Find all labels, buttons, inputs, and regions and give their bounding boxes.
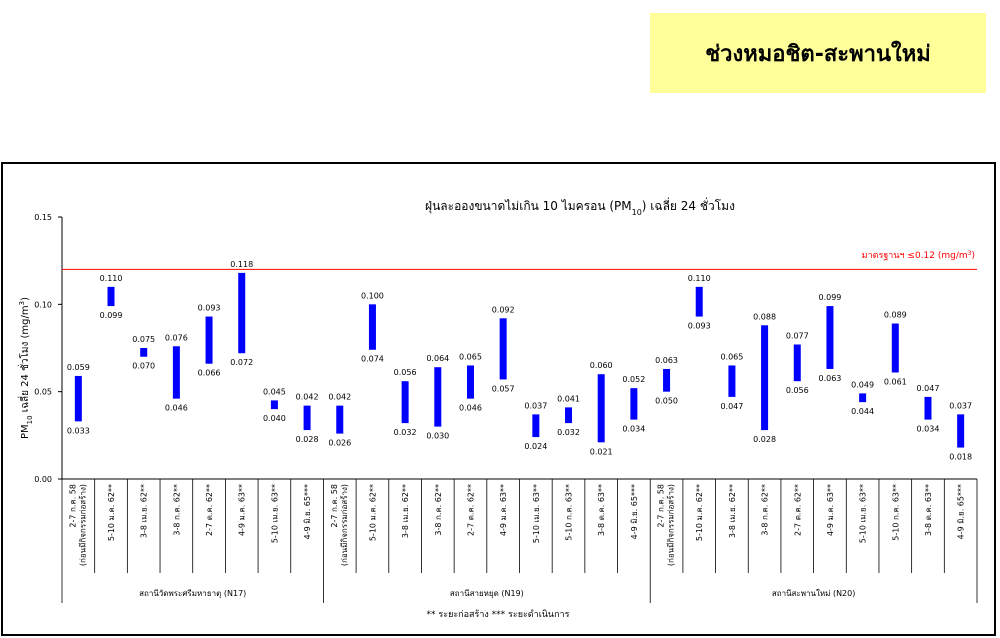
range-bar bbox=[75, 376, 82, 421]
min-value-label: 0.030 bbox=[426, 431, 450, 441]
chart-title bbox=[425, 197, 735, 217]
header-title: ช่วงหมอชิต-สะพานใหม่ bbox=[705, 41, 931, 67]
min-value-label: 0.040 bbox=[262, 414, 286, 424]
range-bar bbox=[630, 388, 637, 419]
max-value-label: 0.047 bbox=[916, 383, 940, 393]
category-label: 2-7 ก.ค. 58 bbox=[656, 484, 666, 528]
max-value-label: 0.076 bbox=[164, 333, 188, 343]
max-value-label: 0.110 bbox=[687, 273, 711, 283]
plot-area bbox=[34, 213, 977, 603]
max-value-label: 0.089 bbox=[883, 310, 907, 320]
range-bar bbox=[826, 306, 833, 369]
range-bar bbox=[206, 317, 213, 364]
max-value-label: 0.041 bbox=[557, 394, 580, 404]
category-label: 3-8 ก.ค. 62** bbox=[433, 484, 443, 536]
min-value-label: 0.046 bbox=[164, 403, 188, 413]
max-value-label: 0.037 bbox=[524, 401, 548, 411]
y-axis-label-close: ) bbox=[20, 297, 31, 301]
group-label: สถานีวัดพระศรีมหาธาตุ (N17) bbox=[139, 589, 247, 598]
y-axis-label-sup: 3 bbox=[18, 300, 26, 306]
range-bar bbox=[271, 400, 278, 409]
min-value-label: 0.074 bbox=[360, 354, 384, 364]
min-value-label: 0.028 bbox=[753, 435, 777, 445]
range-bar bbox=[924, 397, 931, 420]
chart-title-sub: 10 bbox=[631, 207, 642, 217]
category-sublabel: (ก่อนมีกิจกรรมก่อสร้าง) bbox=[78, 484, 88, 567]
range-bar bbox=[108, 287, 115, 306]
range-bar bbox=[369, 304, 376, 349]
range-bar bbox=[173, 346, 180, 398]
range-bar bbox=[238, 273, 245, 353]
max-value-label: 0.052 bbox=[622, 375, 646, 385]
category-label: 5-10 ม.ค. 62** bbox=[368, 484, 378, 542]
range-bar bbox=[304, 406, 311, 430]
max-value-label: 0.037 bbox=[949, 401, 973, 411]
max-value-label: 0.065 bbox=[720, 352, 744, 362]
category-label: 2-7 ต.ค. 62** bbox=[793, 484, 803, 536]
min-value-label: 0.032 bbox=[557, 428, 580, 438]
category-label: 4-9 ม.ค. 63** bbox=[825, 484, 835, 537]
max-value-label: 0.065 bbox=[459, 352, 482, 362]
category-label: 5-10 เม.ย. 63** bbox=[270, 484, 280, 544]
max-value-label: 0.042 bbox=[328, 392, 352, 402]
max-value-label: 0.077 bbox=[785, 331, 809, 341]
min-value-label: 0.099 bbox=[99, 311, 123, 321]
category-label: 3-8 เม.ย. 62** bbox=[727, 484, 737, 539]
range-bar bbox=[663, 369, 670, 392]
max-value-label: 0.064 bbox=[426, 354, 450, 364]
range-bar bbox=[500, 318, 507, 379]
min-value-label: 0.018 bbox=[949, 452, 973, 462]
max-value-label: 0.059 bbox=[66, 362, 90, 372]
category-label: 5-10 ก.ค. 63** bbox=[564, 484, 574, 541]
max-value-label: 0.088 bbox=[753, 312, 777, 322]
range-bar bbox=[794, 345, 801, 382]
min-value-label: 0.066 bbox=[197, 368, 221, 378]
max-value-label: 0.063 bbox=[655, 355, 679, 365]
category-label: 3-8 ต.ค. 63** bbox=[597, 484, 607, 536]
max-value-label: 0.100 bbox=[360, 291, 384, 301]
y-axis-label bbox=[17, 297, 34, 439]
chart-title-end: ) เฉลี่ย 24 ชั่วโมง bbox=[641, 199, 735, 213]
y-tick-label: 0.00 bbox=[34, 475, 52, 484]
y-tick-label: 0.05 bbox=[34, 387, 52, 397]
category-label: 3-8 เม.ย. 62** bbox=[401, 484, 411, 539]
category-label: 2-7 ต.ค. 62** bbox=[466, 484, 476, 536]
range-bar bbox=[434, 367, 441, 426]
range-bar bbox=[859, 393, 866, 402]
min-value-label: 0.056 bbox=[785, 386, 809, 396]
range-bar bbox=[565, 407, 572, 423]
category-label: 5-10 ม.ค. 62** bbox=[695, 484, 705, 542]
category-label: 4-9 มิ.ย. 65*** bbox=[303, 484, 313, 540]
standard-label-main: มาตรฐานฯ ≤0.12 (mg/m bbox=[861, 251, 968, 261]
category-label: 5-10 ม.ค. 62** bbox=[107, 484, 117, 542]
group-label: สถานีสายหยุด (N19) bbox=[449, 589, 524, 598]
category-label: 5-10 เม.ย. 63** bbox=[858, 484, 868, 544]
min-value-label: 0.028 bbox=[295, 435, 319, 445]
group-label: สถานีสะพานใหม่ (N20) bbox=[771, 589, 856, 598]
max-value-label: 0.045 bbox=[262, 387, 286, 397]
range-bar bbox=[957, 414, 964, 447]
y-tick-label: 0.15 bbox=[34, 213, 52, 222]
max-value-label: 0.093 bbox=[197, 303, 221, 313]
min-value-label: 0.044 bbox=[851, 407, 875, 417]
range-bar bbox=[598, 374, 605, 442]
y-axis-label-sub: 10 bbox=[26, 415, 34, 425]
min-value-label: 0.032 bbox=[393, 428, 417, 438]
category-label: 3-8 ก.ค. 62** bbox=[172, 484, 182, 536]
min-value-label: 0.033 bbox=[66, 426, 90, 436]
standard-label-sup: 3 bbox=[967, 249, 972, 257]
min-value-label: 0.024 bbox=[524, 442, 548, 452]
category-sublabel: (ก่อนมีกิจกรรมก่อสร้าง) bbox=[339, 484, 349, 567]
max-value-label: 0.060 bbox=[589, 361, 613, 371]
range-bar bbox=[892, 324, 899, 373]
category-label: 2-7 ก.ค. 58 bbox=[329, 484, 339, 528]
min-value-label: 0.063 bbox=[818, 373, 842, 383]
range-bar bbox=[532, 414, 539, 437]
max-value-label: 0.075 bbox=[132, 335, 156, 344]
max-value-label: 0.110 bbox=[99, 273, 123, 283]
y-axis-label-rest: เฉลี่ย 24 ชั่วโมง (mg/m bbox=[20, 305, 31, 416]
standard-label-close: ) bbox=[971, 251, 975, 261]
min-value-label: 0.072 bbox=[230, 358, 254, 368]
category-label: 4-9 มิ.ย. 65*** bbox=[956, 484, 966, 540]
category-sublabel: (ก่อนมีกิจกรรมก่อสร้าง) bbox=[666, 484, 676, 567]
range-bar bbox=[402, 381, 409, 423]
max-value-label: 0.042 bbox=[295, 392, 319, 402]
category-label: 4-9 มิ.ย. 65*** bbox=[629, 484, 639, 540]
y-axis-label-pm: PM bbox=[20, 424, 31, 439]
category-label: 2-7 ก.ค. 58 bbox=[68, 484, 78, 528]
range-bar bbox=[467, 365, 474, 398]
category-label: 3-8 ต.ค. 63** bbox=[923, 484, 933, 536]
max-value-label: 0.092 bbox=[491, 305, 515, 315]
range-bar bbox=[728, 365, 735, 396]
min-value-label: 0.050 bbox=[655, 396, 679, 406]
y-tick-label: 0.10 bbox=[34, 300, 52, 310]
min-value-label: 0.021 bbox=[589, 447, 613, 457]
min-value-label: 0.034 bbox=[916, 424, 940, 434]
category-label: 4-9 ม.ค. 63** bbox=[499, 484, 509, 537]
max-value-label: 0.049 bbox=[851, 380, 875, 390]
range-bar bbox=[761, 325, 768, 430]
category-label: 2-7 ต.ค. 62** bbox=[205, 484, 215, 536]
category-label: 5-10 เม.ย. 63** bbox=[531, 484, 541, 544]
range-bar bbox=[336, 406, 343, 434]
chart-title-main: ฝุ่นละอองขนาดไม่เกิน 10 ไมครอน (PM bbox=[425, 199, 632, 213]
max-value-label: 0.099 bbox=[818, 293, 842, 303]
category-label: 3-8 ก.ค. 62** bbox=[760, 484, 770, 536]
min-value-label: 0.046 bbox=[459, 403, 482, 413]
range-bar bbox=[140, 348, 147, 357]
min-value-label: 0.047 bbox=[720, 401, 744, 411]
max-value-label: 0.118 bbox=[230, 259, 254, 269]
min-value-label: 0.093 bbox=[687, 321, 711, 331]
min-value-label: 0.026 bbox=[328, 438, 352, 448]
min-value-label: 0.034 bbox=[622, 424, 646, 434]
category-label: 4-9 ม.ค. 63** bbox=[237, 484, 247, 537]
range-bar bbox=[696, 287, 703, 317]
footnote: ** ระยะก่อสร้าง *** ระยะดำเนินการ bbox=[426, 610, 570, 620]
min-value-label: 0.057 bbox=[491, 384, 515, 394]
max-value-label: 0.056 bbox=[393, 368, 417, 378]
standard-label bbox=[862, 250, 975, 262]
category-label: 3-8 เม.ย. 62** bbox=[139, 484, 149, 539]
category-label: 5-10 ก.ค. 63** bbox=[891, 484, 901, 541]
min-value-label: 0.070 bbox=[132, 361, 156, 371]
min-value-label: 0.061 bbox=[883, 377, 907, 387]
